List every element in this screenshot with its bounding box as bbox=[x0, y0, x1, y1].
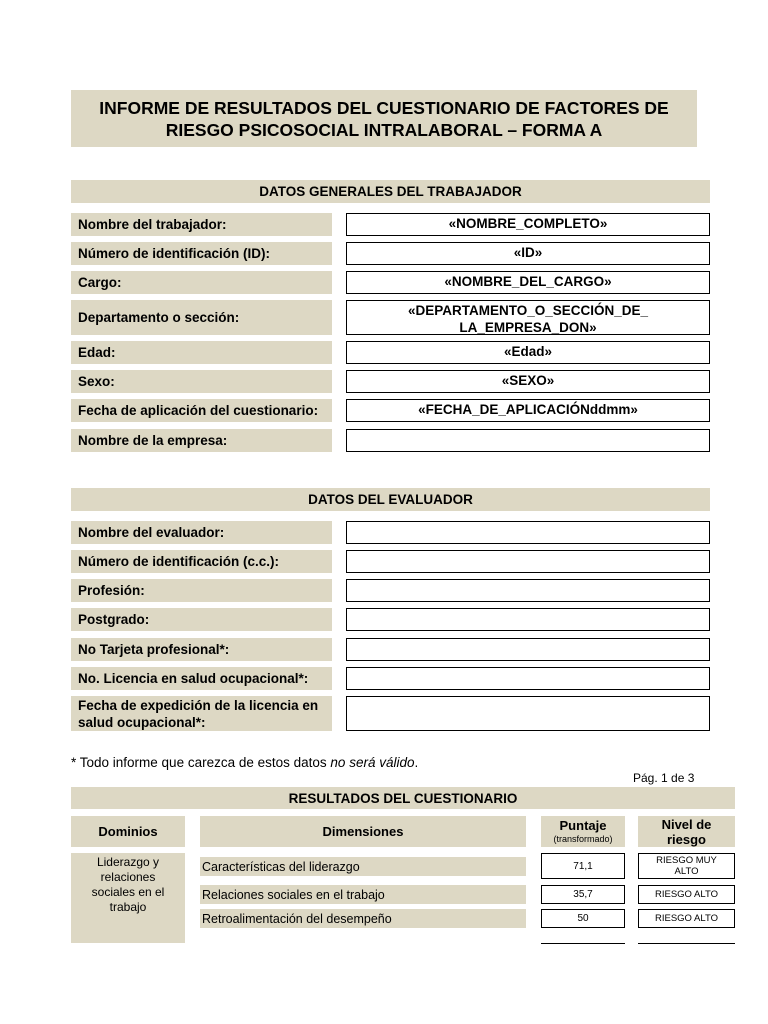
license-date-label: Fecha de expedición de la licencia en salud ocupacional*: bbox=[71, 696, 332, 731]
domain-cell bbox=[71, 853, 185, 943]
worker-sex-label: Sexo: bbox=[71, 370, 332, 393]
postgraduate-field[interactable] bbox=[346, 608, 710, 631]
dimensions-header bbox=[200, 816, 526, 847]
worker-id-field[interactable]: «ID» bbox=[346, 242, 710, 265]
worker-name-field[interactable]: «NOMBRE_COMPLETO» bbox=[346, 213, 710, 236]
dimension-row-3: Retroalimentación del desempeño bbox=[200, 909, 526, 928]
dimension-row-1: Características del liderazgo bbox=[200, 857, 526, 876]
validity-note bbox=[71, 755, 418, 770]
professional-card-field[interactable] bbox=[346, 638, 710, 661]
score-row-3: 50 bbox=[541, 909, 625, 928]
evaluator-name-label: Nombre del evaluador: bbox=[71, 521, 332, 544]
domains-header-label: Dominios bbox=[98, 824, 158, 839]
company-name-label: Nombre de la empresa: bbox=[71, 429, 332, 452]
company-name-field[interactable] bbox=[346, 429, 710, 452]
score-header bbox=[541, 816, 625, 847]
page-number: Pág. 1 de 3 bbox=[633, 771, 695, 785]
worker-age-label: Edad: bbox=[71, 341, 332, 364]
evaluator-section-heading: DATOS DEL EVALUADOR bbox=[71, 488, 710, 511]
validity-note-emphasis: no será válido bbox=[330, 755, 415, 770]
validity-note-suffix: . bbox=[414, 755, 419, 770]
risk-row-1: RIESGO MUY ALTO bbox=[638, 853, 735, 879]
evaluator-name-field[interactable] bbox=[346, 521, 710, 544]
score-next-row-edge bbox=[541, 943, 625, 944]
license-date-field[interactable] bbox=[346, 696, 710, 731]
evaluator-id-field[interactable] bbox=[346, 550, 710, 573]
domain-name: Liderazgo y relaciones sociales en el trabajo bbox=[91, 855, 165, 914]
license-field[interactable] bbox=[346, 667, 710, 690]
domains-header bbox=[71, 816, 185, 847]
score-header-label: Puntaje bbox=[559, 818, 607, 833]
worker-id-label: Número de identificación (ID): bbox=[71, 242, 332, 265]
risk-header-label: Nivel de riesgo bbox=[661, 816, 712, 847]
score-header-sublabel: (transformado) bbox=[553, 834, 613, 844]
worker-department-field[interactable]: «DEPARTAMENTO_O_SECCIÓN_DE_LA_EMPRESA_DON» bbox=[346, 300, 710, 335]
worker-age-field[interactable]: «Edad» bbox=[346, 341, 710, 364]
profession-label: Profesión: bbox=[71, 579, 332, 602]
risk-row-3: RIESGO ALTO bbox=[638, 909, 735, 928]
worker-sex-field[interactable]: «SEXO» bbox=[346, 370, 710, 393]
score-row-1: 71,1 bbox=[541, 853, 625, 879]
professional-card-label: No Tarjeta profesional*: bbox=[71, 638, 332, 661]
validity-note-prefix: * Todo informe que carezca de estos datos bbox=[71, 755, 331, 770]
license-label: No. Licencia en salud ocupacional*: bbox=[71, 667, 332, 690]
risk-row-2: RIESGO ALTO bbox=[638, 885, 735, 904]
application-date-field[interactable]: «FECHA_DE_APLICACIÓNddmm» bbox=[346, 399, 710, 422]
profession-field[interactable] bbox=[346, 579, 710, 602]
dimensions-header-label: Dimensiones bbox=[322, 824, 404, 839]
report-title: INFORME DE RESULTADOS DEL CUESTIONARIO DE FACTORES DE RIESGO PSICOSOCIAL INTRALABORAL – FORMA A bbox=[71, 90, 697, 147]
postgraduate-label: Postgrado: bbox=[71, 608, 332, 631]
dimension-row-2: Relaciones sociales en el trabajo bbox=[200, 885, 526, 904]
evaluator-id-label: Número de identificación (c.c.): bbox=[71, 550, 332, 573]
risk-header bbox=[638, 816, 735, 847]
risk-next-row-edge bbox=[638, 943, 735, 944]
results-heading: RESULTADOS DEL CUESTIONARIO bbox=[71, 787, 735, 809]
score-row-2: 35,7 bbox=[541, 885, 625, 904]
worker-section-heading: DATOS GENERALES DEL TRABAJADOR bbox=[71, 180, 710, 203]
worker-name-label: Nombre del trabajador: bbox=[71, 213, 332, 236]
worker-department-label: Departamento o sección: bbox=[71, 300, 332, 335]
worker-position-label: Cargo: bbox=[71, 271, 332, 294]
worker-position-field[interactable]: «NOMBRE_DEL_CARGO» bbox=[346, 271, 710, 294]
application-date-label: Fecha de aplicación del cuestionario: bbox=[71, 399, 332, 422]
